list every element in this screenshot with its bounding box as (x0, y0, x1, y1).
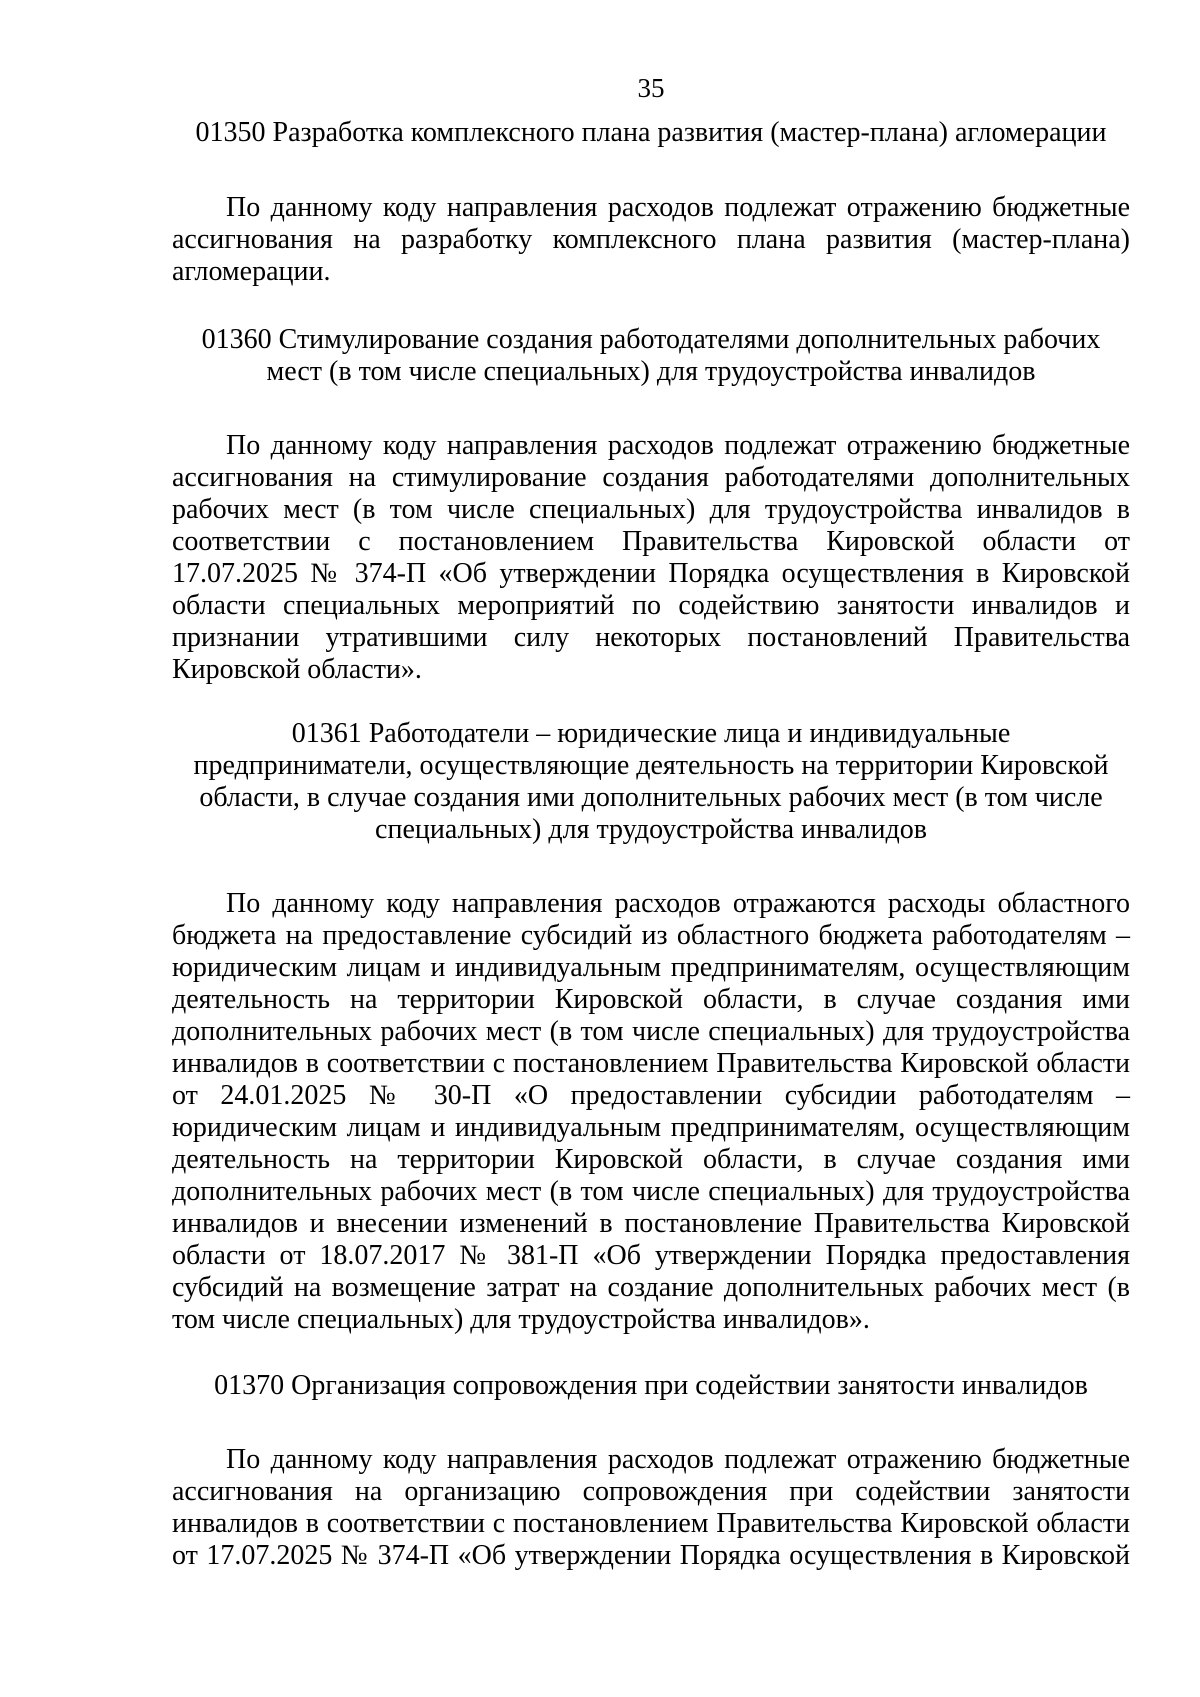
heading-line: предприниматели, осуществляющие деятельность на территории Кировской (193, 750, 1109, 781)
body-line: По данному коду направления расходов подлежат отражению бюджетные (226, 430, 1130, 461)
heading-line: специальных) для трудоустройства инвалидов (375, 814, 927, 845)
section-body-01350 (172, 192, 1130, 288)
body-line: юридическим лицам и индивидуальным предпринимателям, осуществляющим (172, 1112, 1130, 1143)
body-line: По данному коду направления расходов подлежат отражению бюджетные (226, 1444, 1130, 1475)
heading-line: 01370 Организация сопровождения при содействии занятости инвалидов (214, 1370, 1088, 1401)
body-line: 17.07.2025 № 374-П «Об утверждении Порядка осуществления в Кировской (172, 558, 1130, 589)
body-line: области специальных мероприятий по содействию занятости инвалидов и (172, 590, 1130, 621)
section-heading-01361 (172, 718, 1130, 846)
body-line: деятельность на территории Кировской области, в случае создания ими (172, 984, 1130, 1015)
body-line: ассигнования на организацию сопровождения при содействии занятости (172, 1476, 1130, 1507)
body-line: от 17.07.2025 № 374-П «Об утверждении Порядка осуществления в Кировской (172, 1540, 1130, 1571)
body-line: соответствии с постановлением Правительства Кировской области от (172, 526, 1130, 557)
section-body-01361 (172, 888, 1130, 1336)
body-line: инвалидов и внесении изменений в постановление Правительства Кировской (172, 1208, 1130, 1239)
heading-line: области, в случае создания ими дополнительных рабочих мест (в том числе (199, 782, 1103, 813)
body-line: области от 18.07.2017 № 381-П «Об утверждении Порядка предоставления (172, 1240, 1130, 1271)
section-body-01370 (172, 1444, 1130, 1572)
body-line: инвалидов в соответствии с постановлением Правительства Кировской области (172, 1048, 1130, 1079)
section-heading-01350 (172, 117, 1130, 149)
heading-line: мест (в том числе специальных) для трудоустройства инвалидов (266, 356, 1036, 387)
body-line: от 24.01.2025 № 30-П «О предоставлении субсидии работодателям – (172, 1080, 1130, 1111)
body-line: дополнительных рабочих мест (в том числе специальных) для трудоустройства (172, 1176, 1130, 1207)
body-line: дополнительных рабочих мест (в том числе специальных) для трудоустройства (172, 1016, 1130, 1047)
body-line: Кировской области». (172, 654, 422, 685)
page-number: 35 (637, 73, 665, 103)
heading-line: 01350 Разработка комплексного плана развития (мастер-плана) агломерации (195, 117, 1107, 148)
section-body-01360 (172, 430, 1130, 686)
body-line: инвалидов в соответствии с постановлением Правительства Кировской области (172, 1508, 1130, 1539)
body-line: рабочих мест (в том числе специальных) для трудоустройства инвалидов в (172, 494, 1130, 525)
body-line: признании утратившими силу некоторых постановлений Правительства (172, 622, 1130, 653)
heading-line: 01360 Стимулирование создания работодателями дополнительных рабочих (201, 324, 1101, 355)
body-line: деятельность на территории Кировской области, в случае создания ими (172, 1144, 1130, 1175)
body-line: ассигнования на стимулирование создания работодателями дополнительных (172, 462, 1130, 493)
body-line: По данному коду направления расходов отражаются расходы областного (226, 888, 1130, 919)
body-line: ассигнования на разработку комплексного плана развития (мастер-плана) (172, 224, 1130, 255)
body-line: юридическим лицам и индивидуальным предпринимателям, осуществляющим (172, 952, 1130, 983)
body-line: субсидий на возмещение затрат на создание дополнительных рабочих мест (в (172, 1272, 1130, 1303)
body-line: агломерации. (172, 256, 331, 287)
heading-line: 01361 Работодатели – юридические лица и индивидуальные (291, 718, 1011, 749)
section-heading-01370 (172, 1370, 1130, 1402)
section-heading-01360 (172, 324, 1130, 388)
body-line: По данному коду направления расходов подлежат отражению бюджетные (226, 192, 1130, 223)
body-line: бюджета на предоставление субсидий из областного бюджета работодателям – (172, 920, 1130, 951)
body-line: том числе специальных) для трудоустройства инвалидов». (172, 1304, 870, 1335)
